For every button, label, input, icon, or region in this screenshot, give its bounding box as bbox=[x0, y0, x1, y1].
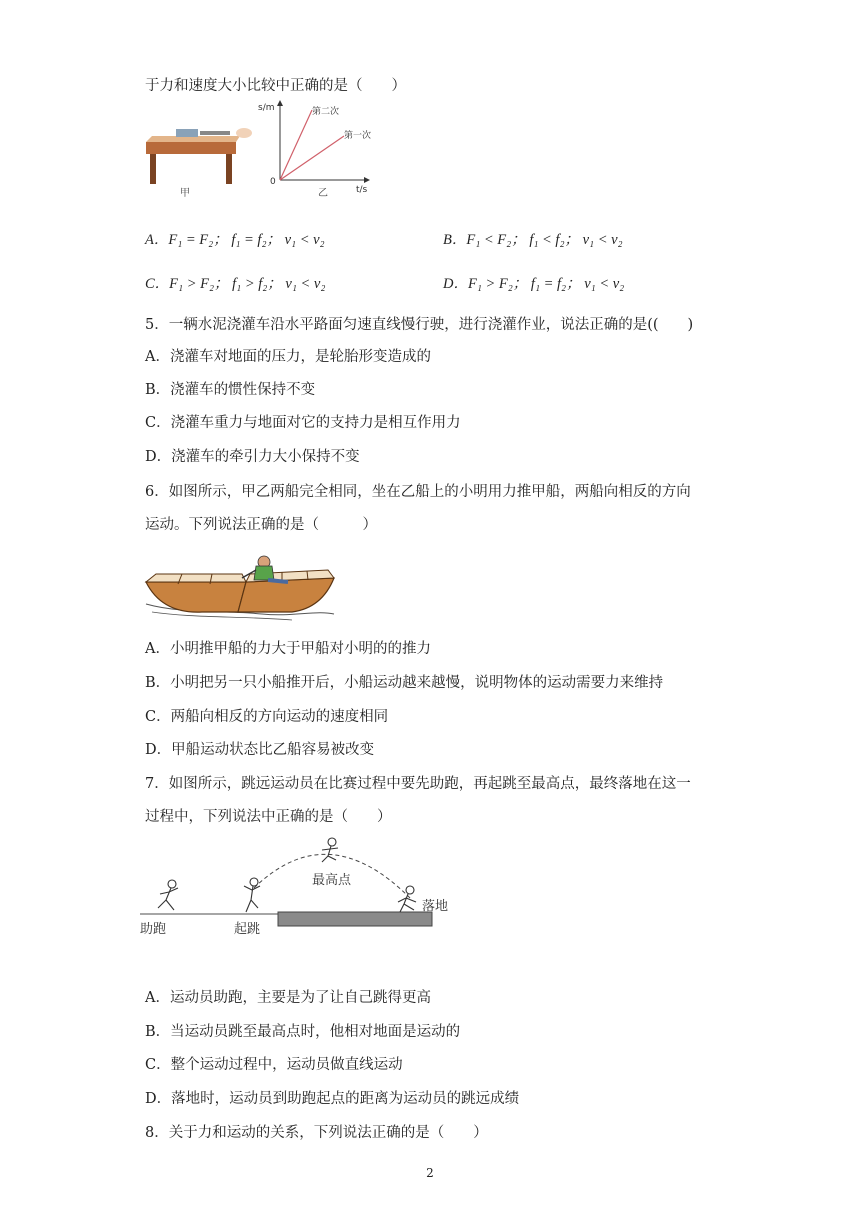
boats-illustration bbox=[142, 552, 337, 622]
q6-option-b: B．小明把另一只小船推开后，小船运动越来越慢，说明物体的运动需要力来维持 bbox=[145, 675, 664, 691]
line-first-label: 第一次 bbox=[344, 131, 372, 141]
q4-option-c: C．F₁ > F₂； f₁ > f₂； v₁ < v₂ bbox=[145, 276, 326, 292]
q6-option-d: D．甲船运动状态比乙船容易被改变 bbox=[145, 742, 375, 758]
q6-option-a: A．小明推甲船的力大于甲船对小明的的推力 bbox=[145, 641, 431, 657]
q7-stem-line2: 过程中，下列说法中正确的是（ ） bbox=[145, 809, 392, 825]
q5-option-b: B．浇灌车的惯性保持不变 bbox=[145, 382, 316, 398]
q6-option-c: C．两船向相反的方向运动的速度相同 bbox=[145, 709, 389, 725]
q6-stem-line1: 6．如图所示，甲乙两船完全相同，坐在乙船上的小明用力推甲船，两船向相反的方向 bbox=[145, 484, 691, 500]
label-jia: 甲 bbox=[180, 188, 190, 198]
q7-option-b: B．当运动员跳至最高点时，他相对地面是运动的 bbox=[145, 1024, 461, 1040]
origin-label: 0 bbox=[270, 177, 276, 187]
label-top: 最高点 bbox=[312, 873, 352, 888]
q4-option-d: D．F₁ > F₂； f₁ = f₂； v₁ < v₂ bbox=[443, 276, 625, 292]
takeoff-figure bbox=[244, 878, 260, 912]
label-jump: 起跳 bbox=[234, 922, 261, 937]
label-yi: 乙 bbox=[318, 188, 328, 198]
q5-stem: 5．一辆水泥浇灌车沿水平路面匀速直线慢行驶，进行浇灌作业，说法正确的是(( ) bbox=[145, 317, 694, 333]
table-illustration bbox=[146, 128, 252, 184]
q4-stem-tail: 于力和速度大小比较中正确的是（ ） bbox=[145, 78, 406, 94]
q7-option-a: A．运动员助跑，主要是为了让自己跳得更高 bbox=[145, 990, 431, 1006]
q7-stem-line1: 7．如图所示，跳远运动员在比赛过程中要先助跑，再起跳至最高点，最终落地在这一 bbox=[145, 776, 691, 792]
landing-figure bbox=[398, 886, 416, 912]
top-figure bbox=[322, 838, 338, 862]
q5-option-d: D．浇灌车的牵引力大小保持不变 bbox=[145, 449, 360, 465]
q5-option-a: A．浇灌车对地面的压力，是轮胎形变造成的 bbox=[145, 349, 431, 365]
q8-stem: 8．关于力和运动的关系，下列说法正确的是（ ） bbox=[145, 1125, 488, 1141]
axis-x-label: t/s bbox=[356, 185, 368, 195]
q6-stem-line2: 运动。下列说法正确的是（ ） bbox=[145, 517, 377, 533]
q4-option-b: B．F₁ < F₂； f₁ < f₂； v₁ < v₂ bbox=[443, 232, 623, 248]
long-jump-illustration bbox=[138, 836, 458, 938]
q4-figure bbox=[140, 98, 380, 198]
runner-figure bbox=[158, 880, 178, 910]
label-land: 落地 bbox=[422, 899, 449, 914]
q4-option-a: A．F₁ = F₂； f₁ = f₂； v₁ < v₂ bbox=[145, 232, 325, 248]
q7-option-d: D．落地时，运动员到助跑起点的距离为运动员的跳远成绩 bbox=[145, 1091, 520, 1107]
label-run: 助跑 bbox=[140, 922, 167, 937]
page-number: 2 bbox=[426, 1166, 434, 1180]
line-second-label: 第二次 bbox=[312, 107, 340, 117]
axis-y-label: s/m bbox=[258, 103, 275, 113]
q5-option-c: C．浇灌车重力与地面对它的支持力是相互作用力 bbox=[145, 415, 461, 431]
q7-option-c: C．整个运动过程中，运动员做直线运动 bbox=[145, 1057, 403, 1073]
